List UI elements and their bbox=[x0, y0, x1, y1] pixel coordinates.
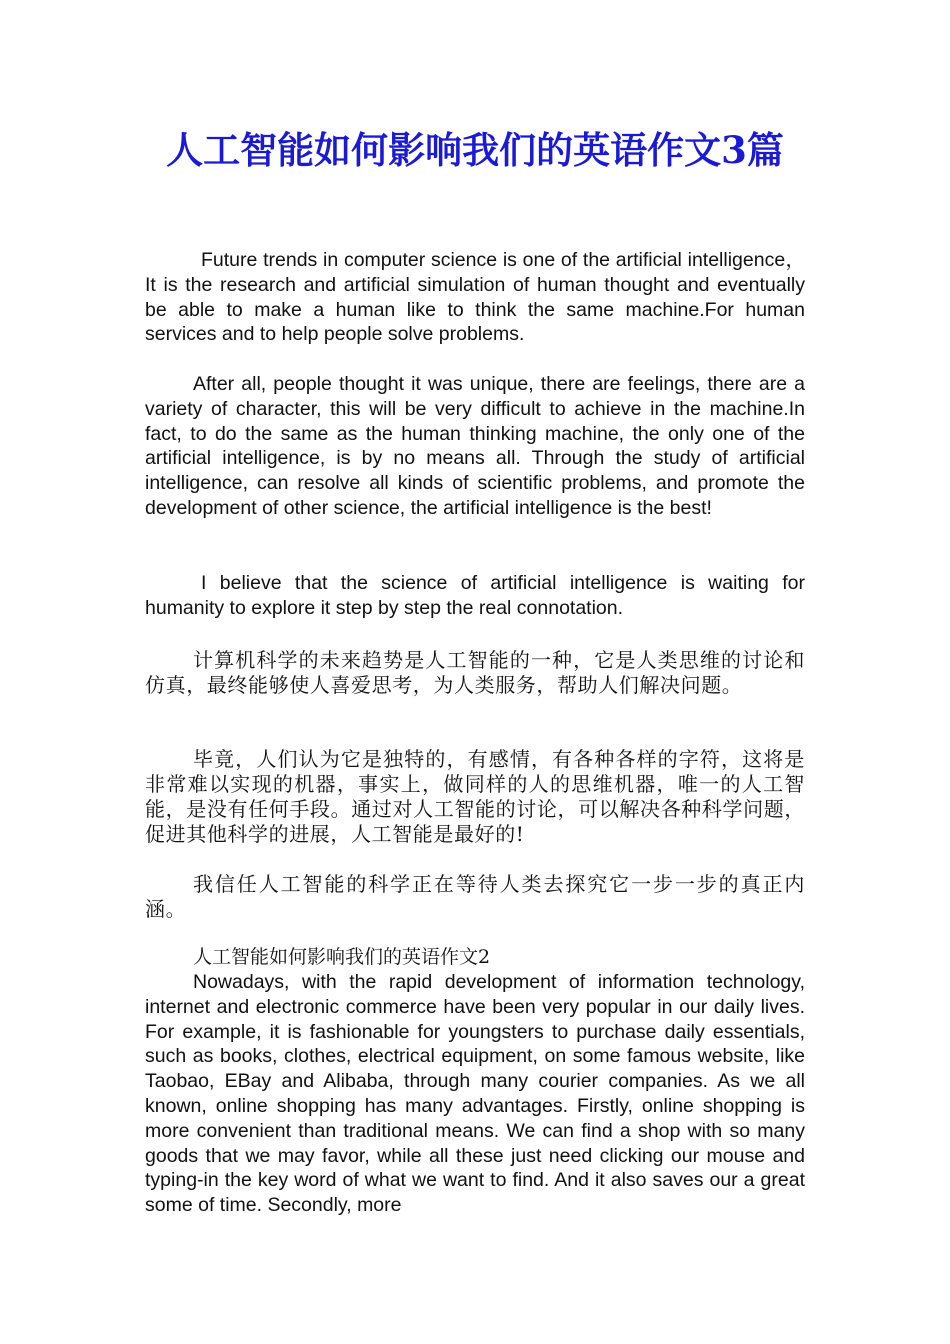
paragraph-2: After all, people thought it was unique, there are feelings, there are a variety of character, this will be very difficult to achieve in the machine.In fact, to do the same as the human thinking machine, the only one of the artificial intelligence, is by no means all. Through the study of artificial intelligence, can resolve all kinds of scientific problems, and promote the development of other science, the artificial intelligence is the best! bbox=[145, 373, 805, 519]
paragraph-4-chinese: 计算机科学的未来趋势是人工智能的一种，它是人类思维的讨论和仿真，最终能够使人喜爱思考，为人类服务，帮助人们解决问题。 bbox=[145, 648, 805, 697]
paragraph-1: Future trends in computer science is one of the artificial intelligence， It is the research and artificial simulation of human thought and eventually be able to make a human like to think the same machine.For human services and to help people solve problems. bbox=[145, 249, 805, 346]
section-2-heading: 人工智能如何影响我们的英语作文2 bbox=[193, 946, 491, 968]
section-2-paragraph: Nowadays, with the rapid development of information technology, internet and electronic commerce have been very popular in our daily lives. For example, it is fashionable for youngsters to purchase daily essentials, such as books, clothes, electrical equipment, on some famous website, like Taobao, EBay and Alibaba, through many courier companies. As we all known, online shopping has many advantages. Firstly, online shopping is more convenient than traditional means. We can find a shop with so many goods that we may favor, while all these just need clicking our mouse and typing-in the key word of what we want to find. And it also saves our a great some of time. Secondly, more bbox=[145, 971, 805, 1217]
document-title: 人工智能如何影响我们的英语作文3篇 bbox=[166, 128, 784, 172]
paragraph-6-chinese: 我信任人工智能的科学正在等待人类去探究它一步一步的真正内涵。 bbox=[145, 872, 805, 921]
paragraph-3: I believe that the science of artificial intelligence is waiting for humanity to explore it step by step the real connotation. bbox=[145, 572, 805, 619]
paragraph-5-chinese: 毕竟，人们认为它是独特的，有感情，有各种各样的字符，这将是非常难以实现的机器，事实上，做同样的人的思维机器，唯一的人工智能，是没有任何手段。通过对人工智能的讨论，可以解决各种科学问题，促进其他科学的进展，人工智能是最好的! bbox=[145, 747, 805, 846]
